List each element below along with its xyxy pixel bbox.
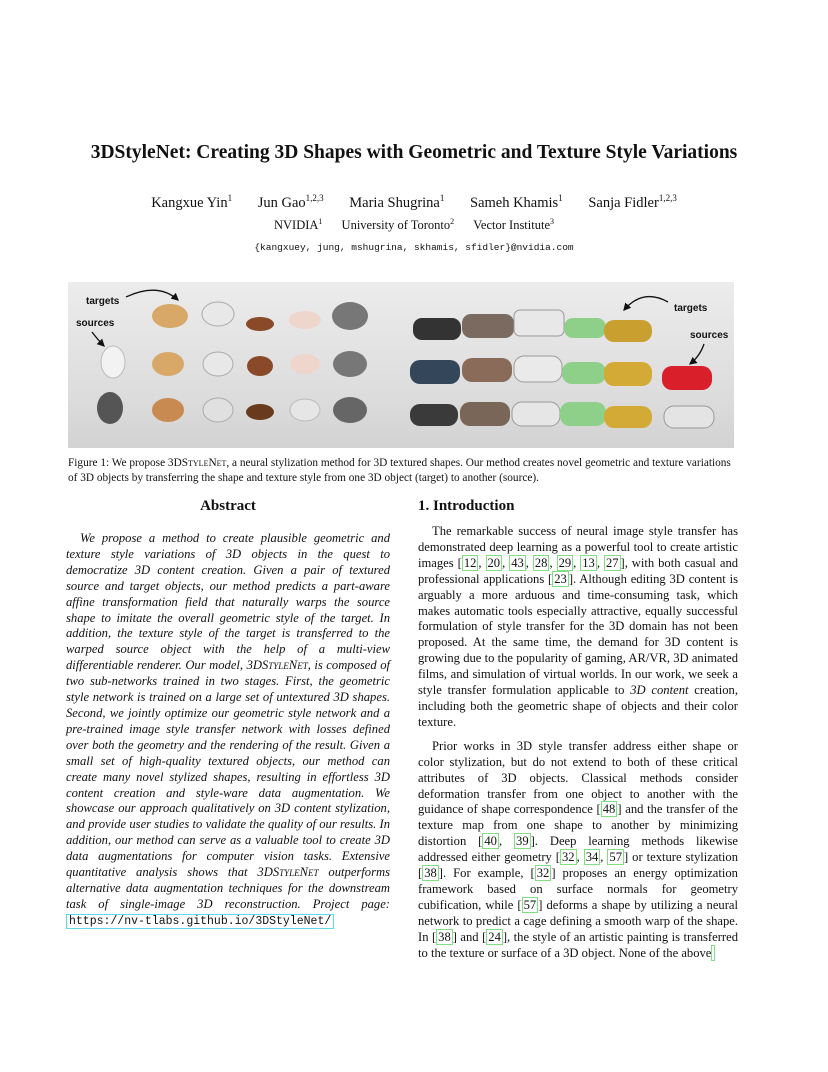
animal-shape (290, 354, 320, 374)
author: Sameh Khamis$^1$ (470, 193, 563, 211)
animal-shape (97, 392, 123, 424)
label-targets-left: targets (86, 296, 120, 307)
intro-paragraph-1: The remarkable success of neural image style transfer has demonstrated deep learning as a powerful tool to create artistic images [ 12 , 20 , 43 , 28 , 29 , 13 , 27 ], with both casual and professional applications [ 23 ]. Although editing 3D content is arguably a more arduous and time-consuming task, which makes automatic tools especially attractive, equally successful formulation of style transfer for the 3D domain has not been proposed. At the same time, the demand for 3D content is growing due to the popularity of gaming, AR/VR, 3D animated films, and simulation of virtual worlds. In our work, we seek a style transfer formulation applicable to 3D content creation, including both the geometric shape of objects and their color texture. (418, 524, 739, 729)
car-shape (462, 314, 514, 338)
abstract-heading: Abstract (200, 498, 256, 514)
abstract-body: We propose a method to create plausible geometric and texture style variations of 3D objects in the quest to democratize 3D content creation. Given a pair of textured source and target objects, our method predicts a part-aware affine transformation field that naturally warps the source shape to imitate the overall geometric style of the target. In addition, the texture style of the target is transferred to the warped source object with the help of a multi-view differentiable renderer. Our model, 3DStyleNet, is composed of two sub-networks trained in two stages. First, the geometric style network is trained on a large set of untextured 3D shapes. Second, we jointly optimize our geometric style network and a pre-trained image style transfer network with losses defined over both the geometry and the rendering of the result. Given a small set of high-quality textured objects, our method can create many novel stylized shapes, resulting in effortless 3D content creation and style-ware data augmentation. We showcase our approach qualitatively on 3D content stylization, and provide user studies to validate the quality of our results. In addition, our method can serve as a valuable tool to create 3D data augmentations for computer vision tasks. Extensive quantitative analysis shows that 3DStyleNet outperforms alternative data augmentation techniques for the downstream task of single-image 3D reconstruction. Project page: https://nv-tlabs.github.io/3DStyleNet/ (66, 531, 390, 928)
car-shape (604, 406, 652, 428)
car-shape (410, 360, 460, 384)
citation-link[interactable]: 28 (534, 555, 548, 570)
citation-link[interactable]: 34 (585, 850, 599, 865)
car-shape (664, 406, 714, 428)
citation-link[interactable]: 32 (536, 866, 550, 881)
car-shape (460, 402, 510, 426)
project-page-link[interactable]: https://nv-tlabs.github.io/3DStyleNet/ (66, 914, 334, 929)
citation-link[interactable]: 43 (511, 555, 524, 570)
author-list (0, 193, 828, 212)
author: Sanja Fidler$^{1,2,3}$ (588, 193, 677, 211)
citation-link[interactable]: 20 (487, 555, 501, 570)
arrow-sources-left (92, 332, 104, 346)
animal-shape (246, 317, 274, 331)
car-shape (462, 358, 512, 382)
arrow-sources-right (690, 344, 704, 364)
animal-shape (333, 351, 367, 377)
citation-link[interactable]: 57 (609, 850, 623, 865)
animal-shape (101, 346, 125, 378)
animal-shape (332, 302, 368, 330)
animal-shape (152, 352, 184, 376)
caption-prefix: Figure 1: (68, 457, 110, 469)
affiliation: Vector Institute$^3$ (473, 217, 554, 233)
introduction-body (418, 524, 738, 969)
citation-link[interactable]: 32 (561, 850, 575, 865)
intro-paragraph-2: Prior works in 3D style transfer address either shape or color stylization, but do not extend to both of these critical attributes of 3D objects. Classical methods consider deformation transfer from one object to another with the guidance of shape correspondence [ 48 ] and the transfer of the texture map from one shape to another by minimizing distortion [ 40 , 39 ]. Deep learning methods likewise addressed either geometry [ 32 , 34 , 57 ] or texture stylization [ 38 ]. For example, [ 32 ] proposes an energy optimization framework based on surface normals for geometry cubification, while [ 57 ] deforms a shape by utilizing a neural network to predict a cage defining a smooth warp of the shape. In [ 38 ] and [ 24 ], the style of an artistic painting is transferred to the texture or surface of a 3D object. None of the above (418, 738, 739, 960)
car-shape (604, 362, 652, 386)
affiliation: NVIDIA$^1$ (273, 217, 323, 233)
animal-shape (202, 302, 234, 326)
citation-link[interactable]: 57 (523, 897, 537, 912)
teaser-figure (68, 282, 734, 448)
car-shape (514, 356, 562, 382)
citation-link[interactable] (711, 945, 715, 961)
citation-link[interactable]: 27 (605, 555, 619, 570)
animal-shape (203, 352, 233, 376)
car-shape (604, 320, 652, 342)
animal-shape (247, 356, 273, 376)
label-sources-left: sources (76, 318, 115, 329)
label-targets-right: targets (674, 303, 708, 314)
animal-shape (152, 304, 188, 328)
animal-shape (290, 399, 320, 421)
citation-link[interactable]: 24 (488, 929, 501, 944)
car-shape (514, 310, 564, 336)
car-shape (560, 402, 606, 426)
car-shape (562, 362, 606, 384)
citation-link[interactable]: 39 (516, 834, 529, 849)
citation-link[interactable]: 38 (438, 929, 451, 944)
email-line: {kangxuey, jung, mshugrina, skhamis, sfidler}@nvidia.com (254, 242, 574, 253)
animal-shape (246, 404, 274, 420)
label-sources-right: sources (690, 330, 729, 341)
animal-shape (289, 311, 321, 329)
citation-link[interactable]: 29 (558, 555, 572, 570)
citation-link[interactable]: 23 (554, 571, 567, 586)
figure-illustration (68, 282, 734, 448)
affiliation-list (0, 217, 828, 233)
author: Jun Gao$^{1,2,3}$ (257, 193, 324, 211)
citation-link[interactable]: 38 (424, 866, 437, 881)
figure-caption: Figure 1: We propose 3DStyleNet, a neural stylization method for 3D textured shapes. Our method creates novel geometric and texture variations of 3D objects by transferring the shape and texture style from one 3D object (target) to another (source). (68, 457, 731, 484)
author: Maria Shugrina$^1$ (349, 193, 445, 211)
animal-shape (203, 398, 233, 422)
animal-grid (97, 302, 368, 424)
introduction-heading: 1. Introduction (418, 498, 515, 514)
animal-shape (333, 397, 367, 423)
car-shape (413, 318, 461, 340)
author: Kangxue Yin$^1$ (151, 193, 233, 211)
affiliation: University of Toronto$^2$ (341, 217, 455, 233)
arrow-targets-left (126, 290, 178, 300)
paper-title: 3DStyleNet: Creating 3D Shapes with Geometric and Texture Style Variations (90, 142, 738, 163)
car-shape (564, 318, 606, 338)
car-grid (410, 310, 714, 428)
car-shape (662, 366, 712, 390)
citation-link[interactable]: 13 (582, 555, 595, 570)
car-shape (410, 404, 458, 426)
citation-link[interactable]: 40 (484, 834, 497, 849)
animal-shape (152, 398, 184, 422)
citation-link[interactable]: 12 (463, 555, 477, 570)
citation-link[interactable]: 48 (602, 802, 616, 817)
arrow-targets-right (624, 297, 668, 310)
car-shape (512, 402, 560, 426)
